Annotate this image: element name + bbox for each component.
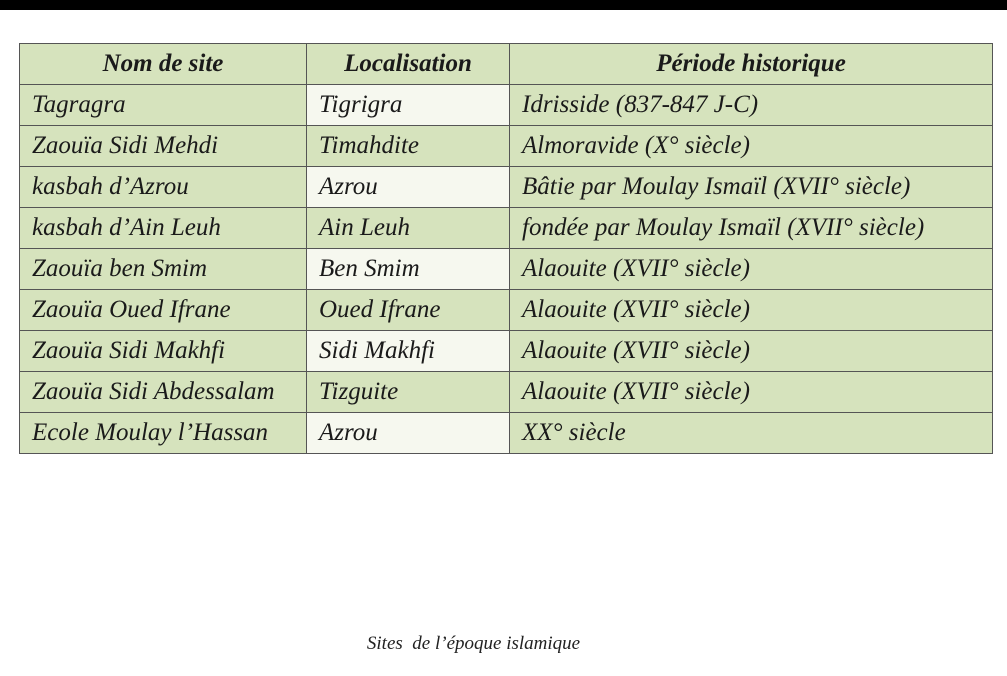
header-localisation: Localisation (307, 44, 510, 85)
table-row (20, 208, 993, 249)
cell-location: Oued Ifrane (307, 290, 510, 331)
cell-site: Zaouïa Oued Ifrane (20, 290, 307, 331)
table-caption: Sites de l’époque islamique (366, 633, 581, 654)
top-border-bar (0, 0, 1007, 10)
cell-site: Tagragra (20, 85, 307, 126)
cell-location: Azrou (307, 167, 510, 208)
table-header-row (20, 44, 993, 85)
cell-location: Tizguite (307, 372, 510, 413)
table-row (20, 413, 993, 454)
cell-period: Alaouite (XVII° siècle) (510, 331, 993, 372)
table-row (20, 290, 993, 331)
cell-period: Alaouite (XVII° siècle) (510, 372, 993, 413)
table-row (20, 331, 993, 372)
table-row (20, 372, 993, 413)
cell-site: Zaouïa Sidi Abdessalam (20, 372, 307, 413)
cell-site: Ecole Moulay l’Hassan (20, 413, 307, 454)
table-row (20, 167, 993, 208)
cell-location: Ain Leuh (307, 208, 510, 249)
cell-site: Zaouïa Sidi Mehdi (20, 126, 307, 167)
cell-period: Alaouite (XVII° siècle) (510, 290, 993, 331)
sites-table (19, 43, 993, 454)
cell-period: Bâtie par Moulay Ismaïl (XVII° siècle) (510, 167, 993, 208)
cell-location: Timahdite (307, 126, 510, 167)
cell-location: Tigrigra (307, 85, 510, 126)
header-nom-de-site: Nom de site (20, 44, 307, 85)
table-row (20, 126, 993, 167)
header-periode-historique: Période historique (510, 44, 993, 85)
cell-period: Alaouite (XVII° siècle) (510, 249, 993, 290)
cell-location: Ben Smim (307, 249, 510, 290)
cell-location: Sidi Makhfi (307, 331, 510, 372)
cell-location: Azrou (307, 413, 510, 454)
table-row (20, 85, 993, 126)
cell-period: Idrisside (837-847 J-C) (510, 85, 993, 126)
cell-site: kasbah d’Azrou (20, 167, 307, 208)
cell-site: Zaouïa Sidi Makhfi (20, 331, 307, 372)
cell-period: fondée par Moulay Ismaïl (XVII° siècle) (510, 208, 993, 249)
cell-site: Zaouïa ben Smim (20, 249, 307, 290)
table-row (20, 249, 993, 290)
cell-period: Almoravide (X° siècle) (510, 126, 993, 167)
cell-site: kasbah d’Ain Leuh (20, 208, 307, 249)
cell-period: XX° siècle (510, 413, 993, 454)
